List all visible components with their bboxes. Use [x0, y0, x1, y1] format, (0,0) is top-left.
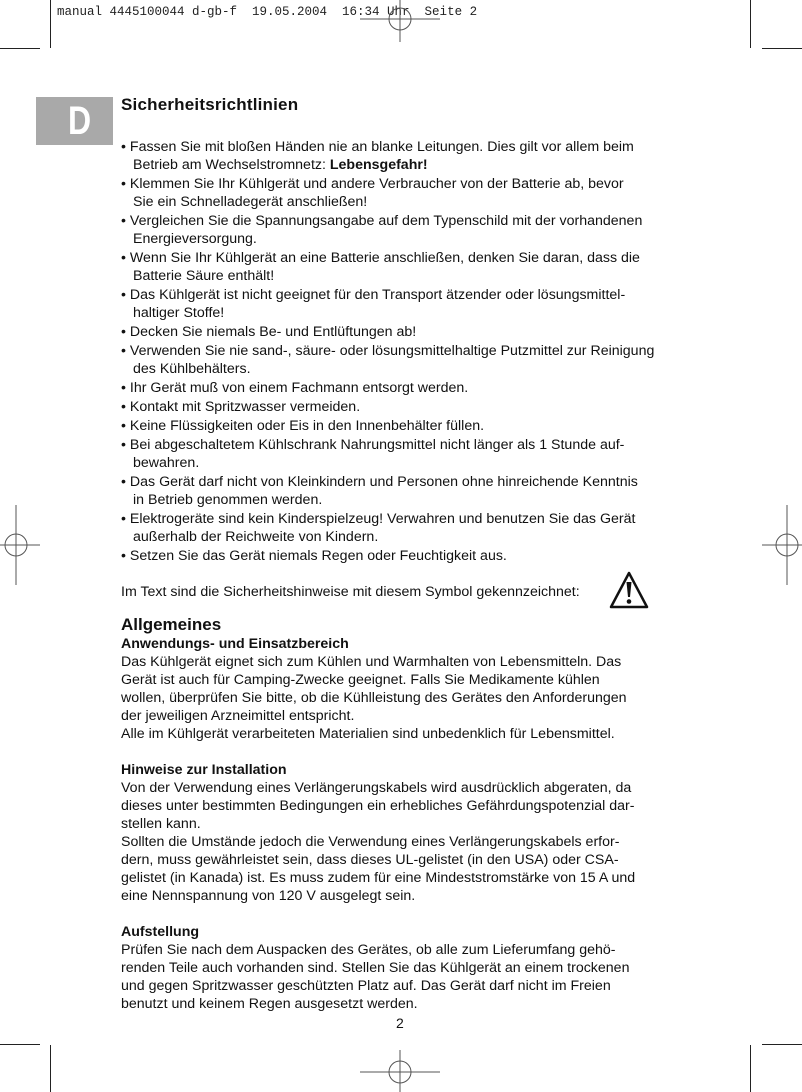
safety-bullet [121, 473, 701, 509]
crop-mark [750, 0, 751, 48]
bullet-line [121, 156, 701, 174]
language-tab-label: D [68, 99, 92, 143]
body-line: benutzt und keinem Regen ausgesetzt werden. [121, 996, 418, 1012]
body-line: der jeweiligen Arzneimittel entspricht. [121, 708, 355, 724]
safety-bullet [121, 398, 701, 416]
bullet-text: • Vergleichen Sie die Spannungsangabe auf dem Typenschild mit der vorhandenen [121, 213, 643, 229]
bullet-text: Batterie Säure enthält! [133, 268, 275, 284]
body-line: gelistet (in Kanada) ist. Es muss zudem für eine Mindeststromstärke von 15 A und [121, 870, 636, 886]
section-body [121, 779, 701, 905]
warning-triangle-icon [609, 571, 649, 609]
bullet-text: in Betrieb genommen werden. [133, 492, 323, 508]
bullet-line [121, 454, 701, 472]
bullet-text: • Fassen Sie mit bloßen Händen nie an blanke Leitungen. Dies gilt vor allem beim [121, 139, 634, 155]
bullet-line [121, 286, 701, 304]
page-content [121, 94, 701, 1013]
bullet-line [121, 547, 701, 565]
safety-bullet [121, 212, 701, 248]
bullet-line [121, 342, 701, 360]
bullet-text: außerhalb der Reichweite von Kindern. [133, 529, 379, 545]
bullet-line [121, 138, 701, 156]
crop-mark [0, 1044, 40, 1045]
bullet-text: bewahren. [133, 455, 200, 471]
bullet-line [121, 510, 701, 528]
safety-list [121, 138, 701, 565]
bullet-line [121, 175, 701, 193]
bullet-line [121, 491, 701, 509]
crop-mark [750, 1045, 751, 1092]
safety-bullet [121, 510, 701, 546]
body-line: dern, muss gewährleistet sein, dass dieses UL-gelistet (in den USA) oder CSA- [121, 852, 619, 868]
crop-mark [50, 0, 51, 48]
registration-mark-icon [360, 1050, 440, 1092]
registration-mark-icon [762, 505, 802, 585]
bullet-text: • Verwenden Sie nie sand-, säure- oder lösungsmittelhaltige Putzmittel zur Reinigung [121, 343, 655, 359]
safety-bullet [121, 323, 701, 341]
safety-bullet [121, 379, 701, 397]
safety-title: Sicherheitsrichtlinien [121, 95, 299, 114]
general-sections [121, 635, 701, 1013]
section-heading: Anwendungs- und Einsatzbereich [121, 636, 349, 652]
body-line: Das Kühlgerät eignet sich zum Kühlen und Warmhalten von Lebensmitteln. Das [121, 654, 622, 670]
bullet-line [121, 379, 701, 397]
bullet-text: Betrieb am Wechselstromnetz: [133, 157, 330, 173]
print-slug: manual 4445100044 d-gb-f 19.05.2004 16:34 Uhr Seite 2 [57, 5, 478, 19]
bullet-line [121, 398, 701, 416]
body-line: Gerät ist auch für Camping-Zwecke geeignet. Falls Sie Medikamente kühlen [121, 672, 600, 688]
page-number: 2 [396, 1015, 404, 1031]
safety-bullet [121, 175, 701, 211]
bullet-text: • Elektrogeräte sind kein Kinderspielzeug! Verwahren und benutzen Sie das Gerät [121, 511, 636, 527]
bullet-text: des Kühlbehälters. [133, 361, 251, 377]
safety-bullet [121, 547, 701, 565]
bullet-text: Energieversorgung. [133, 231, 257, 247]
bullet-text: • Ihr Gerät muß von einem Fachmann entsorgt werden. [121, 380, 469, 396]
body-line: Alle im Kühlgerät verarbeiteten Materialien sind unbedenklich für Lebensmittel. [121, 726, 615, 742]
registration-mark-icon [0, 505, 40, 585]
body-line: wollen, überprüfen Sie bitte, ob die Kühlleistung des Gerätes den Anforderungen [121, 690, 627, 706]
safety-bullet [121, 342, 701, 378]
safety-bullet [121, 436, 701, 472]
bullet-line [121, 304, 701, 322]
bullet-text: • Keine Flüssigkeiten oder Eis in den Innenbehälter füllen. [121, 418, 485, 434]
bullet-text: • Kontakt mit Spritzwasser vermeiden. [121, 399, 361, 415]
body-line: Von der Verwendung eines Verlängerungskabels wird ausdrücklich abgeraten, da [121, 780, 632, 796]
bullet-line [121, 230, 701, 248]
bullet-line [121, 193, 701, 211]
section-heading: Hinweise zur Installation [121, 762, 287, 778]
bullet-text: • Wenn Sie Ihr Kühlgerät an eine Batterie anschließen, denken Sie daran, dass die [121, 250, 640, 266]
bullet-text: Sie ein Schnelladegerät anschließen! [133, 194, 368, 210]
bullet-line [121, 212, 701, 230]
section-body [121, 653, 701, 743]
bullet-text: haltiger Stoffe! [133, 305, 225, 321]
bullet-text: • Decken Sie niemals Be- und Entlüftungen ab! [121, 324, 417, 340]
body-line: Prüfen Sie nach dem Auspacken des Gerätes, ob alle zum Lieferumfang gehö- [121, 942, 616, 958]
safety-bullet [121, 417, 701, 435]
symbol-note: Im Text sind die Sicherheitshinweise mit diesem Symbol gekennzeichnet: [121, 584, 580, 600]
safety-bullet [121, 138, 701, 174]
bullet-text: • Klemmen Sie Ihr Kühlgerät und andere Verbraucher von der Batterie ab, bevor [121, 176, 624, 192]
bullet-text: • Das Gerät darf nicht von Kleinkindern und Personen ohne hinreichende Kenntnis [121, 474, 638, 490]
crop-mark [50, 1045, 51, 1092]
registration-mark-icon [360, 0, 440, 42]
bullet-emphasis: Lebensgefahr! [329, 157, 428, 173]
bullet-line [121, 360, 701, 378]
section-heading: Aufstellung [121, 924, 200, 940]
bullet-text: • Das Kühlgerät ist nicht geeignet für den Transport ätzender oder lösungsmittel- [121, 287, 626, 303]
body-line: Sollten die Umstände jedoch die Verwendung eines Verlängerungskabels erfor- [121, 834, 620, 850]
bullet-line [121, 249, 701, 267]
body-line: dieses unter bestimmten Bedingungen ein erhebliches Gefährdungspotenzial dar- [121, 798, 635, 814]
body-line: renden Teile auch vorhanden sind. Stellen Sie das Kühlgerät an einem trockenen [121, 960, 630, 976]
body-line: stellen kann. [121, 816, 201, 832]
bullet-text: • Bei abgeschaltetem Kühlschrank Nahrungsmittel nicht länger als 1 Stunde auf- [121, 437, 625, 453]
symbol-note-row [121, 583, 701, 613]
body-line: eine Nennspannung von 120 V ausgelegt sein. [121, 888, 416, 904]
bullet-line [121, 436, 701, 454]
bullet-line [121, 323, 701, 341]
crop-mark [762, 1044, 802, 1045]
crop-mark [762, 48, 802, 49]
crop-mark [0, 48, 40, 49]
bullet-text: • Setzen Sie das Gerät niemals Regen oder Feuchtigkeit aus. [121, 548, 507, 564]
section-body [121, 941, 701, 1013]
safety-bullet [121, 286, 701, 322]
body-line: und gegen Spritzwasser geschützten Platz auf. Das Gerät darf nicht im Freien [121, 978, 611, 994]
bullet-line [121, 267, 701, 285]
language-tab [36, 97, 113, 145]
bullet-line [121, 528, 701, 546]
general-title: Allgemeines [121, 615, 222, 634]
safety-bullet [121, 249, 701, 285]
bullet-line [121, 417, 701, 435]
bullet-line [121, 473, 701, 491]
